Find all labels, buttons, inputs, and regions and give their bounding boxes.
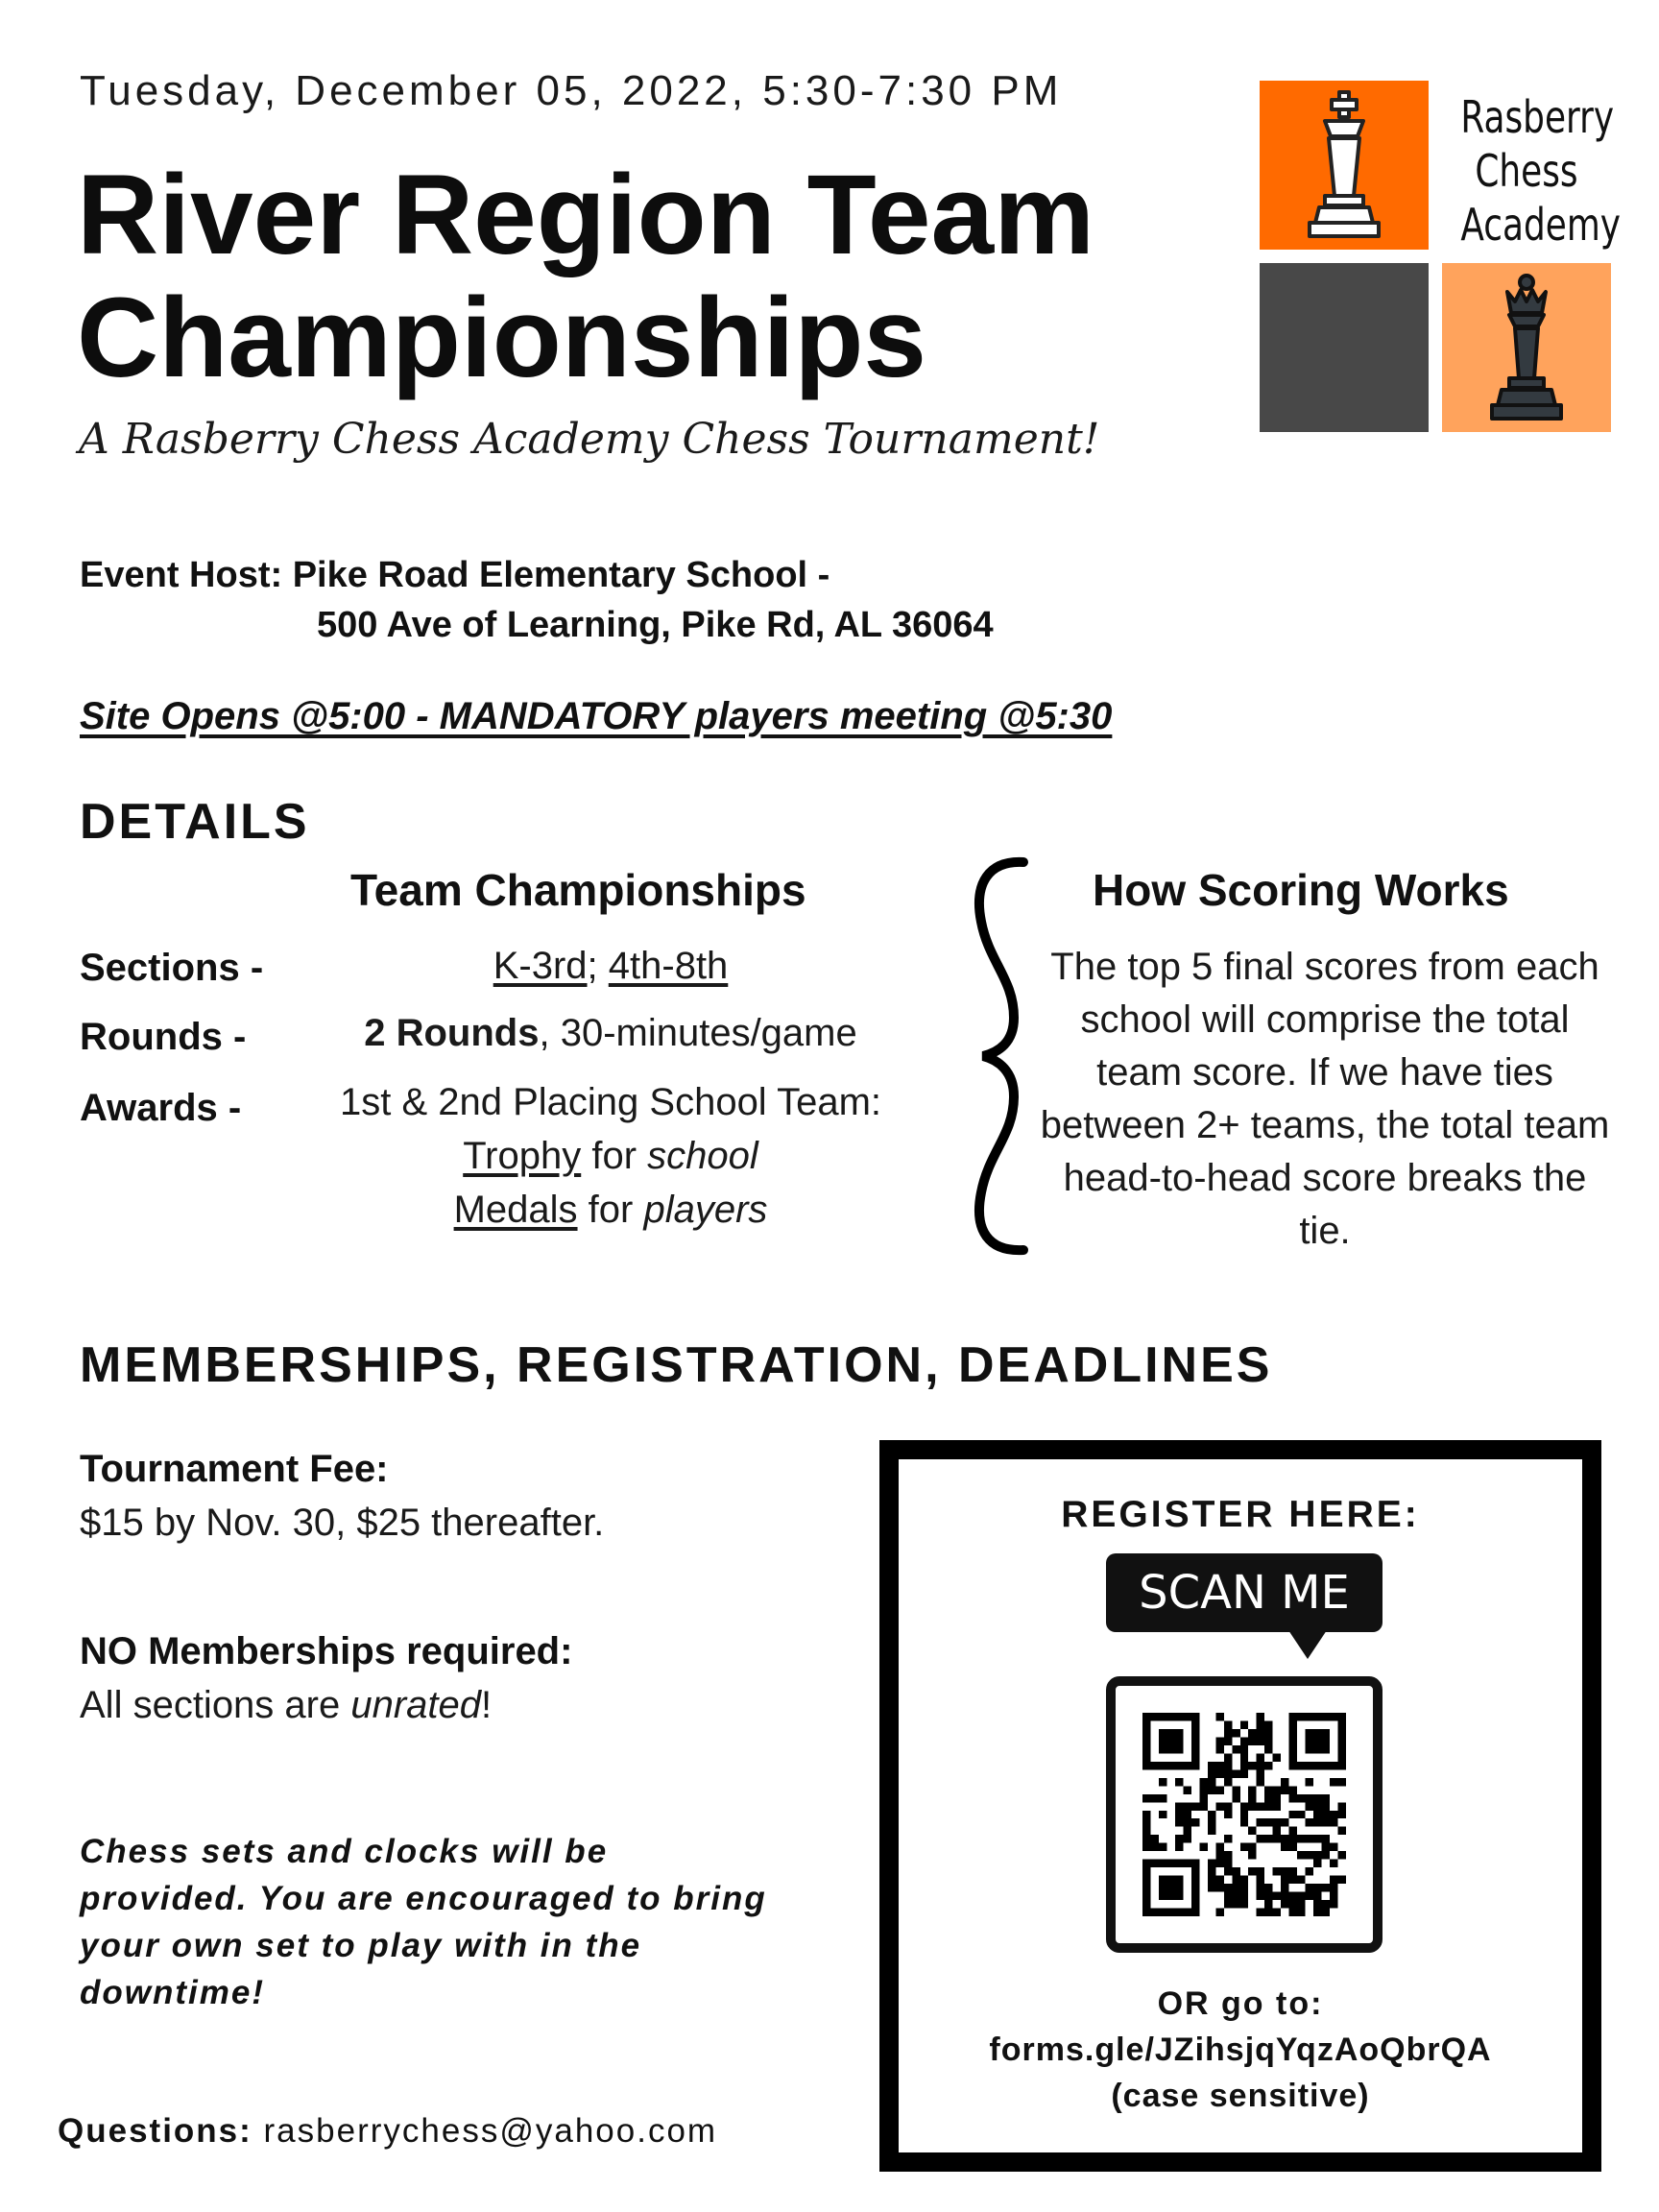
event-host-address: 500 Ave of Learning, Pike Rd, AL 36064	[317, 605, 994, 645]
case-sensitive-note: (case sensitive)	[1111, 2078, 1370, 2114]
awards-trophy-line	[284, 1135, 937, 1178]
sections-value	[284, 945, 937, 988]
scoring-heading: How Scoring Works	[1093, 865, 1509, 915]
logo-text-line-1: Rasberry	[1460, 91, 1615, 143]
event-host-label: Event Host:	[80, 555, 283, 595]
awards-medals-line	[284, 1189, 937, 1232]
rounds-value	[284, 1012, 937, 1055]
awards-school: school	[647, 1135, 758, 1177]
scan-me-pointer	[1288, 1630, 1327, 1659]
sections-label: Sections -	[80, 947, 264, 989]
membership-text-post: !	[481, 1684, 493, 1726]
logo-text	[1460, 90, 1622, 252]
questions-contact	[58, 2112, 717, 2151]
membership-text-unrated: unrated	[350, 1684, 482, 1726]
qr-code-icon[interactable]	[1142, 1713, 1346, 1916]
awards-trophy: Trophy	[463, 1135, 582, 1177]
team-championships-heading: Team Championships	[350, 865, 806, 915]
event-host-name: Pike Road Elementary School -	[292, 555, 830, 595]
register-heading: REGISTER HERE:	[1061, 1494, 1420, 1535]
academy-logo	[1260, 81, 1622, 436]
details-heading: DETAILS	[80, 794, 310, 850]
site-opens-notice: Site Opens @5:00 - MANDATORY players meeting @5:30	[80, 695, 1113, 737]
rounds-count: 2 Rounds	[364, 1012, 540, 1054]
section-4th-8th: 4th-8th	[608, 945, 729, 987]
title-line-1: River Region Team	[77, 152, 1095, 278]
queen-icon	[1479, 271, 1575, 424]
chess-sets-note: Chess sets and clocks will be provided. You are encouraged to bring your own set to play with in the downtime!	[80, 1833, 767, 2011]
membership-label: NO Memberships required:	[80, 1630, 573, 1672]
tournament-fee-text: $15 by Nov. 30, $25 thereafter.	[80, 1502, 605, 1544]
logo-text-line-3: Academy	[1460, 199, 1622, 251]
section-k-3rd: K-3rd	[493, 945, 588, 987]
logo-text-line-2: Chess	[1475, 145, 1578, 197]
scan-me-badge: SCAN ME	[1106, 1553, 1382, 1632]
logo-square-dark	[1260, 263, 1429, 432]
awards-players: players	[643, 1189, 768, 1231]
rounds-time-control: , 30-minutes/game	[539, 1012, 857, 1054]
questions-email[interactable]: rasberrychess@yahoo.com	[263, 2112, 718, 2150]
membership-text	[80, 1684, 492, 1727]
event-host	[80, 555, 830, 596]
or-go-to-label: OR go to:	[1157, 1985, 1324, 2022]
awards-for-2: for	[577, 1189, 644, 1231]
awards-for-1: for	[581, 1135, 648, 1177]
title-line-2: Championships	[77, 275, 927, 401]
questions-label: Questions:	[58, 2112, 252, 2150]
king-icon	[1296, 88, 1392, 242]
awards-line-1: 1st & 2nd Placing School Team:	[339, 1081, 882, 1123]
scoring-explanation: The top 5 final scores from each school will comprise the total team score. If we have ties between 2+ teams, the total team head-to-head score breaks the tie.	[1040, 946, 1610, 1252]
registration-form-link[interactable]: forms.gle/JZihsjqYqzAoQbrQA	[989, 2032, 1492, 2068]
tournament-fee-label: Tournament Fee:	[80, 1448, 389, 1490]
page-title	[77, 154, 1094, 399]
section-separator: ;	[587, 945, 598, 987]
rounds-label: Rounds -	[80, 1016, 247, 1058]
memberships-heading: MEMBERSHIPS, REGISTRATION, DEADLINES	[80, 1337, 1273, 1393]
awards-medals: Medals	[453, 1189, 578, 1231]
membership-text-pre: All sections are	[80, 1684, 351, 1726]
subtitle: A Rasberry Chess Academy Chess Tournament!	[79, 415, 1100, 464]
awards-label: Awards -	[80, 1087, 242, 1129]
event-date: Tuesday, December 05, 2022, 5:30-7:30 PM	[80, 67, 1063, 114]
